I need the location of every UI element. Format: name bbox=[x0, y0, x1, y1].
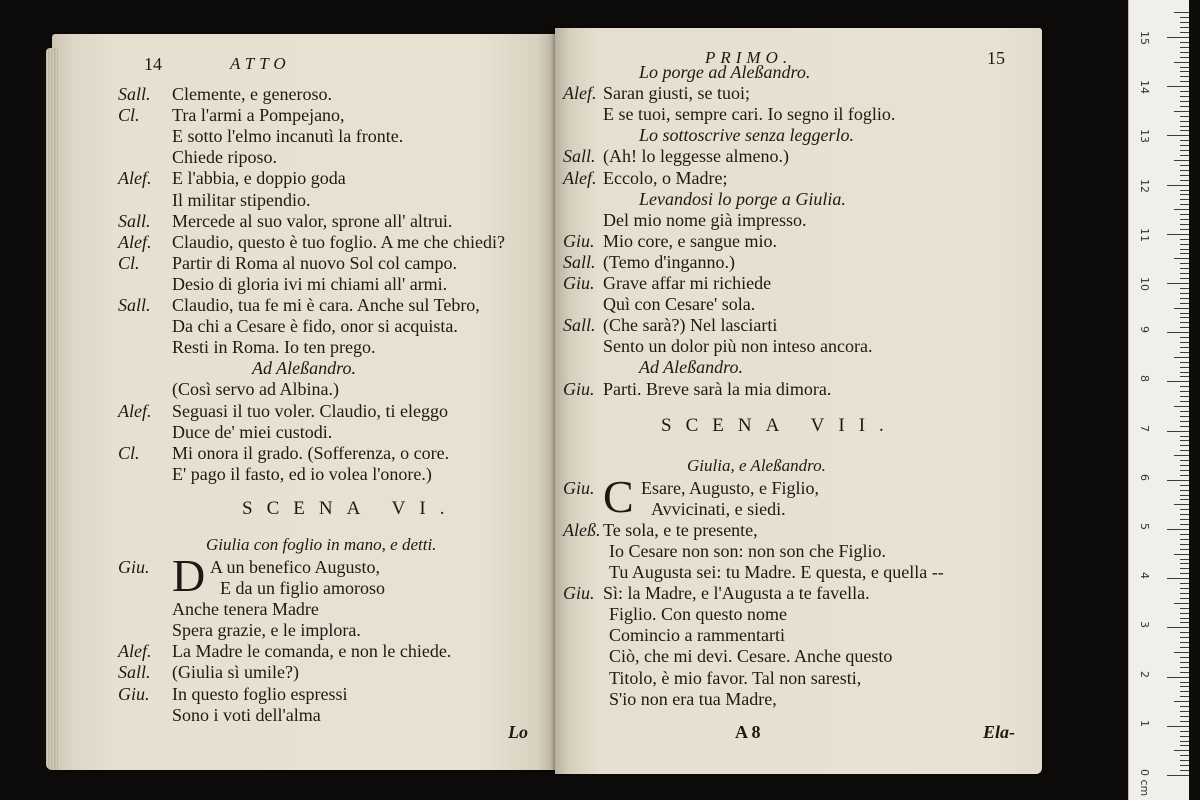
ruler-tick bbox=[1167, 185, 1189, 186]
stage-direction: Lo sottoscrive senza leggerlo. bbox=[639, 125, 854, 146]
ruler-tick bbox=[1180, 347, 1189, 348]
ruler-tick bbox=[1174, 652, 1189, 653]
ruler-number: 1 bbox=[1138, 719, 1151, 727]
ruler-tick bbox=[1180, 470, 1189, 471]
ruler-tick bbox=[1180, 563, 1189, 564]
ruler-tick bbox=[1167, 677, 1189, 678]
ruler-tick bbox=[1167, 283, 1189, 284]
verse-line: Parti. Breve sarà la mia dimora. bbox=[603, 378, 832, 399]
ruler-tick bbox=[1180, 736, 1189, 737]
catchword: Ela- bbox=[983, 722, 1016, 742]
ruler-tick bbox=[1180, 519, 1189, 520]
verse-line: Seguasi il tuo voler. Claudio, ti eleggo bbox=[172, 400, 448, 421]
ruler-tick bbox=[1180, 721, 1189, 722]
ruler-tick bbox=[1180, 514, 1189, 515]
ruler-tick bbox=[1180, 337, 1189, 338]
ruler-tick bbox=[1180, 667, 1189, 668]
verse-line: (Che sarà?) Nel lasciarti bbox=[603, 315, 778, 336]
verse-line: In questo foglio espressi bbox=[172, 683, 348, 704]
verse-line: Tra l'armi a Pompejano, bbox=[172, 105, 345, 126]
ruler-tick bbox=[1167, 480, 1189, 481]
catchword: Lo bbox=[508, 722, 528, 742]
verse-line: Comincio a rammentarti bbox=[609, 625, 785, 646]
speaker-label: Sall. bbox=[563, 251, 596, 272]
ruler-tick bbox=[1180, 47, 1189, 48]
stage-direction: Levandosi lo porge a Giulia. bbox=[639, 188, 846, 209]
ruler-tick bbox=[1180, 386, 1189, 387]
verse-line: Clemente, e generoso. bbox=[172, 84, 332, 104]
ruler-tick bbox=[1180, 180, 1189, 181]
ruler-tick bbox=[1167, 135, 1189, 136]
ruler-tick bbox=[1180, 140, 1189, 141]
scene-direction: Giulia, e Aleßandro. bbox=[687, 455, 826, 475]
stage-direction: Lo porge ad Aleßandro. bbox=[639, 62, 811, 82]
ruler-number: 4 bbox=[1138, 572, 1151, 580]
verse-line: S'io non era tua Madre, bbox=[609, 688, 777, 709]
verse-line: Sì: la Madre, e l'Augusta a te favella. bbox=[603, 583, 870, 604]
ruler-tick bbox=[1180, 367, 1189, 368]
verse-line: Sono i voti dell'alma bbox=[172, 704, 321, 725]
ruler-number: 14 bbox=[1138, 80, 1151, 95]
ruler-tick bbox=[1180, 372, 1189, 373]
ruler-tick bbox=[1180, 534, 1189, 535]
ruler-tick bbox=[1180, 150, 1189, 151]
drop-cap-letter: C bbox=[603, 470, 634, 522]
ruler-tick bbox=[1180, 204, 1189, 205]
ruler-tick bbox=[1174, 603, 1189, 604]
ruler-number: 7 bbox=[1138, 424, 1151, 432]
ruler-tick bbox=[1180, 253, 1189, 254]
verse-line: E da un figlio amoroso bbox=[220, 578, 385, 598]
ruler-tick bbox=[1180, 539, 1189, 540]
ruler-tick bbox=[1180, 696, 1189, 697]
ruler-tick bbox=[1180, 411, 1189, 412]
scene-direction: Giulia con foglio in mano, e detti. bbox=[206, 534, 437, 554]
ruler-tick bbox=[1180, 549, 1189, 550]
verse-line: Claudio, questo è tuo foglio. A me che chiedi? bbox=[172, 231, 505, 252]
right-page bbox=[555, 28, 1042, 774]
ruler-tick bbox=[1167, 578, 1189, 579]
ruler-tick bbox=[1167, 726, 1189, 727]
ruler-tick bbox=[1180, 194, 1189, 195]
ruler-tick bbox=[1167, 627, 1189, 628]
ruler-tick bbox=[1180, 485, 1189, 486]
verse-line: Il militar stipendio. bbox=[172, 189, 311, 210]
speaker-label: Giu. bbox=[118, 683, 150, 704]
ruler-tick bbox=[1180, 219, 1189, 220]
ruler-tick bbox=[1180, 509, 1189, 510]
verse-line: Grave affar mi richiede bbox=[603, 273, 772, 293]
ruler-tick bbox=[1180, 96, 1189, 97]
verse-line: Duce de' miei custodi. bbox=[172, 421, 333, 442]
signature-mark: A 8 bbox=[735, 722, 761, 742]
verse-line: Quì con Cesare' sola. bbox=[603, 294, 756, 315]
verse-line: E l'abbia, e doppio goda bbox=[172, 168, 346, 189]
ruler-tick bbox=[1180, 165, 1189, 166]
ruler-tick bbox=[1180, 760, 1189, 761]
ruler-tick bbox=[1174, 308, 1189, 309]
ruler-tick bbox=[1180, 155, 1189, 156]
ruler-number: 2 bbox=[1138, 670, 1151, 678]
ruler-tick bbox=[1180, 17, 1189, 18]
ruler-tick bbox=[1174, 111, 1189, 112]
ruler-tick bbox=[1180, 770, 1189, 771]
verse-line: Eccolo, o Madre; bbox=[603, 167, 728, 188]
speaker-label: Alef. bbox=[118, 400, 152, 421]
speaker-label: Sall. bbox=[118, 662, 151, 683]
verse-line: Da chi a Cesare è fido, onor si acquista. bbox=[172, 316, 458, 337]
ruler-tick bbox=[1180, 145, 1189, 146]
ruler-tick bbox=[1174, 406, 1189, 407]
ruler-tick bbox=[1180, 190, 1189, 191]
ruler-tick bbox=[1167, 431, 1189, 432]
verse-line: Esare, Augusto, e Figlio, bbox=[641, 477, 819, 498]
ruler-tick bbox=[1180, 765, 1189, 766]
ruler-number: 9 bbox=[1138, 326, 1151, 334]
verse-line: E se tuoi, sempre cari. Io segno il foglio. bbox=[603, 104, 896, 125]
ruler-tick bbox=[1180, 741, 1189, 742]
ruler-tick bbox=[1180, 445, 1189, 446]
ruler-tick bbox=[1180, 81, 1189, 82]
verse-line: Desio di gloria ivi mi chiami all' armi. bbox=[172, 273, 448, 294]
ruler-number: 8 bbox=[1138, 375, 1151, 383]
ruler-tick bbox=[1180, 42, 1189, 43]
ruler-tick bbox=[1180, 327, 1189, 328]
ruler-tick bbox=[1174, 160, 1189, 161]
ruler-tick bbox=[1180, 288, 1189, 289]
ruler-tick bbox=[1174, 12, 1189, 13]
ruler-tick bbox=[1180, 613, 1189, 614]
ruler-tick bbox=[1180, 475, 1189, 476]
verse-line: (Ah! lo leggesse almeno.) bbox=[603, 146, 789, 167]
ruler-tick bbox=[1180, 342, 1189, 343]
speaker-label: Sall. bbox=[118, 210, 151, 231]
speaker-label: Giu. bbox=[563, 273, 595, 293]
ruler-tick bbox=[1180, 229, 1189, 230]
ruler-tick bbox=[1180, 352, 1189, 353]
measurement-ruler bbox=[1128, 0, 1189, 800]
ruler-tick bbox=[1180, 101, 1189, 102]
ruler-tick bbox=[1167, 381, 1189, 382]
speaker-label: Alef. bbox=[563, 167, 597, 188]
ruler-tick bbox=[1180, 278, 1189, 279]
ruler-tick bbox=[1180, 170, 1189, 171]
verse-line: Mi onora il grado. (Sofferenza, o core. bbox=[172, 442, 450, 463]
ruler-tick bbox=[1180, 618, 1189, 619]
speaker-label: Sall. bbox=[118, 295, 151, 315]
ruler-tick bbox=[1180, 593, 1189, 594]
ruler-tick bbox=[1180, 76, 1189, 77]
ruler-tick bbox=[1174, 455, 1189, 456]
ruler-tick bbox=[1180, 672, 1189, 673]
ruler-tick bbox=[1180, 691, 1189, 692]
ruler-tick bbox=[1180, 573, 1189, 574]
ruler-tick bbox=[1180, 362, 1189, 363]
ruler-tick bbox=[1180, 559, 1189, 560]
ruler-number: 6 bbox=[1138, 473, 1151, 481]
ruler-tick bbox=[1180, 298, 1189, 299]
verse-line: Figlio. Con questo nome bbox=[609, 604, 788, 625]
ruler-number: 5 bbox=[1138, 523, 1151, 530]
verse-line: Sento un dolor più non inteso ancora. bbox=[603, 336, 873, 357]
ruler-tick bbox=[1180, 642, 1189, 643]
verse-line: E sotto l'elmo incanutì la fronte. bbox=[172, 126, 404, 147]
ruler-tick bbox=[1180, 317, 1189, 318]
ruler-tick bbox=[1180, 130, 1189, 131]
ruler-tick bbox=[1180, 396, 1189, 397]
ruler-tick bbox=[1180, 426, 1189, 427]
ruler-tick bbox=[1180, 436, 1189, 437]
verse-line: Avvicinati, e siedi. bbox=[651, 498, 786, 519]
verse-line: Chiede riposo. bbox=[172, 147, 277, 168]
ruler-tick bbox=[1180, 682, 1189, 683]
speaker-label: Sall. bbox=[563, 315, 596, 336]
ruler-tick bbox=[1180, 637, 1189, 638]
ruler-tick bbox=[1174, 357, 1189, 358]
ruler-tick bbox=[1174, 209, 1189, 210]
ruler-tick bbox=[1174, 701, 1189, 702]
ruler-tick bbox=[1180, 421, 1189, 422]
ruler-tick bbox=[1180, 313, 1189, 314]
verse-line: Ciò, che mi devi. Cesare. Anche questo bbox=[609, 646, 893, 667]
scene-title: SCENA VI. bbox=[242, 497, 459, 519]
drop-cap-letter: D bbox=[172, 549, 206, 601]
verse-line: Claudio, tua fe mi è cara. Anche sul Tebro, bbox=[172, 295, 480, 315]
page-number: 14 bbox=[144, 54, 162, 74]
ruler-tick bbox=[1180, 499, 1189, 500]
ruler-tick bbox=[1180, 322, 1189, 323]
verse-line: Anche tenera Madre bbox=[172, 599, 319, 620]
ruler-tick bbox=[1180, 401, 1189, 402]
verse-line: Resti in Roma. Io ten prego. bbox=[172, 337, 376, 358]
ruler-tick bbox=[1180, 199, 1189, 200]
ruler-tick bbox=[1180, 588, 1189, 589]
speaker-label: Alef. bbox=[118, 231, 152, 252]
ruler-tick bbox=[1180, 67, 1189, 68]
ruler-tick bbox=[1180, 175, 1189, 176]
verse-line: (Temo d'inganno.) bbox=[603, 251, 735, 272]
verse-line: (Giulia sì umile?) bbox=[172, 662, 299, 683]
ruler-tick bbox=[1174, 504, 1189, 505]
ruler-tick bbox=[1180, 647, 1189, 648]
ruler-tick bbox=[1180, 273, 1189, 274]
speaker-label: Alef. bbox=[118, 641, 152, 662]
ruler-tick bbox=[1180, 391, 1189, 392]
speaker-label: Giu. bbox=[118, 556, 150, 577]
ruler-number: 3 bbox=[1138, 621, 1151, 629]
speaker-label: Giu. bbox=[563, 477, 595, 498]
ruler-tick bbox=[1180, 263, 1189, 264]
speaker-label: Sall. bbox=[118, 84, 151, 104]
ruler-number: 11 bbox=[1138, 227, 1151, 242]
ruler-tick bbox=[1180, 731, 1189, 732]
ruler-number: 12 bbox=[1138, 178, 1151, 193]
ruler-tick bbox=[1180, 116, 1189, 117]
ruler-tick bbox=[1174, 554, 1189, 555]
verse-line: La Madre le comanda, e non le chiede. bbox=[172, 641, 452, 662]
speaker-label: Aleß. bbox=[563, 519, 601, 540]
speaker-label: Alef. bbox=[118, 168, 152, 189]
ruler-tick bbox=[1167, 775, 1189, 776]
running-header: ATTO bbox=[230, 54, 291, 73]
ruler-tick bbox=[1180, 91, 1189, 92]
ruler-tick bbox=[1180, 657, 1189, 658]
ruler-tick bbox=[1180, 214, 1189, 215]
left-page bbox=[52, 34, 557, 770]
speaker-label: Giu. bbox=[563, 230, 595, 251]
speaker-label: Cl. bbox=[118, 442, 140, 463]
ruler-number: 10 bbox=[1138, 277, 1151, 291]
verse-line: E' pago il fasto, ed io volea l'onore.) bbox=[172, 463, 432, 484]
page-number: 15 bbox=[987, 48, 1005, 68]
verse-line: Del mio nome già impresso. bbox=[603, 209, 807, 230]
speaker-label: Sall. bbox=[563, 146, 596, 167]
verse-line: Tu Augusta sei: tu Madre. E questa, e quella -- bbox=[609, 562, 944, 582]
verse-line: Saran giusti, se tuoi; bbox=[603, 83, 750, 104]
ruler-number: 13 bbox=[1138, 129, 1151, 144]
ruler-tick bbox=[1180, 711, 1189, 712]
speaker-label: Cl. bbox=[118, 105, 140, 126]
verse-line: (Così servo ad Albina.) bbox=[172, 379, 339, 400]
ruler-tick bbox=[1180, 244, 1189, 245]
ruler-tick bbox=[1180, 583, 1189, 584]
verse-line: Mio core, e sangue mio. bbox=[603, 230, 777, 251]
ruler-tick bbox=[1180, 745, 1189, 746]
ruler-tick bbox=[1180, 57, 1189, 58]
ruler-tick bbox=[1180, 303, 1189, 304]
verse-line: Partir di Roma al nuovo Sol col campo. bbox=[172, 252, 457, 273]
speaker-label: Alef. bbox=[563, 83, 597, 104]
ruler-tick bbox=[1180, 716, 1189, 717]
ruler-tick bbox=[1180, 686, 1189, 687]
ruler-tick bbox=[1180, 22, 1189, 23]
ruler-tick bbox=[1180, 598, 1189, 599]
ruler-tick bbox=[1180, 490, 1189, 491]
ruler-tick bbox=[1180, 376, 1189, 377]
ruler-tick bbox=[1180, 662, 1189, 663]
ruler-tick bbox=[1167, 234, 1189, 235]
verse-line: Mercede al suo valor, sprone all' altrui. bbox=[172, 210, 453, 231]
ruler-tick bbox=[1180, 460, 1189, 461]
ruler-tick bbox=[1180, 121, 1189, 122]
ruler-tick bbox=[1180, 495, 1189, 496]
ruler-tick bbox=[1174, 62, 1189, 63]
ruler-tick bbox=[1180, 268, 1189, 269]
scene-title: SCENA VII. bbox=[661, 414, 898, 436]
ruler-tick bbox=[1180, 416, 1189, 417]
ruler-tick bbox=[1180, 755, 1189, 756]
running-header: PRIMO. bbox=[705, 48, 793, 67]
ruler-tick bbox=[1174, 750, 1189, 751]
ruler-tick bbox=[1167, 86, 1189, 87]
ruler-tick bbox=[1174, 258, 1189, 259]
ruler-tick bbox=[1180, 450, 1189, 451]
speaker-label: Giu. bbox=[563, 378, 595, 399]
ruler-tick bbox=[1180, 27, 1189, 28]
ruler-tick bbox=[1180, 622, 1189, 623]
speaker-label: Cl. bbox=[118, 252, 140, 273]
ruler-number: 15 bbox=[1138, 31, 1151, 45]
speaker-label: Giu. bbox=[563, 583, 595, 604]
verse-line: Te sola, e te presente, bbox=[603, 519, 758, 540]
verse-line: Titolo, è mio favor. Tal non saresti, bbox=[609, 667, 862, 688]
ruler-tick bbox=[1167, 529, 1189, 530]
ruler-tick bbox=[1180, 568, 1189, 569]
ruler-tick bbox=[1180, 52, 1189, 53]
ruler-tick bbox=[1180, 632, 1189, 633]
ruler-tick bbox=[1180, 224, 1189, 225]
stage-direction: Ad Aleßandro. bbox=[639, 357, 743, 378]
ruler-tick bbox=[1180, 524, 1189, 525]
verse-line: A un benefico Augusto, bbox=[210, 556, 380, 577]
ruler-tick bbox=[1180, 440, 1189, 441]
ruler-tick bbox=[1180, 293, 1189, 294]
page-stack-edge bbox=[46, 48, 58, 770]
stage-direction: Ad Aleßandro. bbox=[252, 358, 356, 379]
open-book bbox=[52, 28, 1042, 776]
ruler-unit-label: 0 cm bbox=[1138, 769, 1151, 797]
ruler-tick bbox=[1167, 37, 1189, 38]
verse-line: Io Cesare non son: non son che Figlio. bbox=[609, 540, 886, 561]
ruler-tick bbox=[1180, 239, 1189, 240]
verse-line: Spera grazie, e le implora. bbox=[172, 620, 361, 641]
ruler-tick bbox=[1180, 71, 1189, 72]
ruler-tick bbox=[1167, 332, 1189, 333]
ruler-tick bbox=[1180, 608, 1189, 609]
ruler-tick bbox=[1180, 544, 1189, 545]
ruler-tick bbox=[1180, 126, 1189, 127]
ruler-tick bbox=[1180, 465, 1189, 466]
ruler-tick bbox=[1180, 706, 1189, 707]
ruler-tick bbox=[1180, 106, 1189, 107]
ruler-tick bbox=[1180, 249, 1189, 250]
ruler-tick bbox=[1180, 32, 1189, 33]
